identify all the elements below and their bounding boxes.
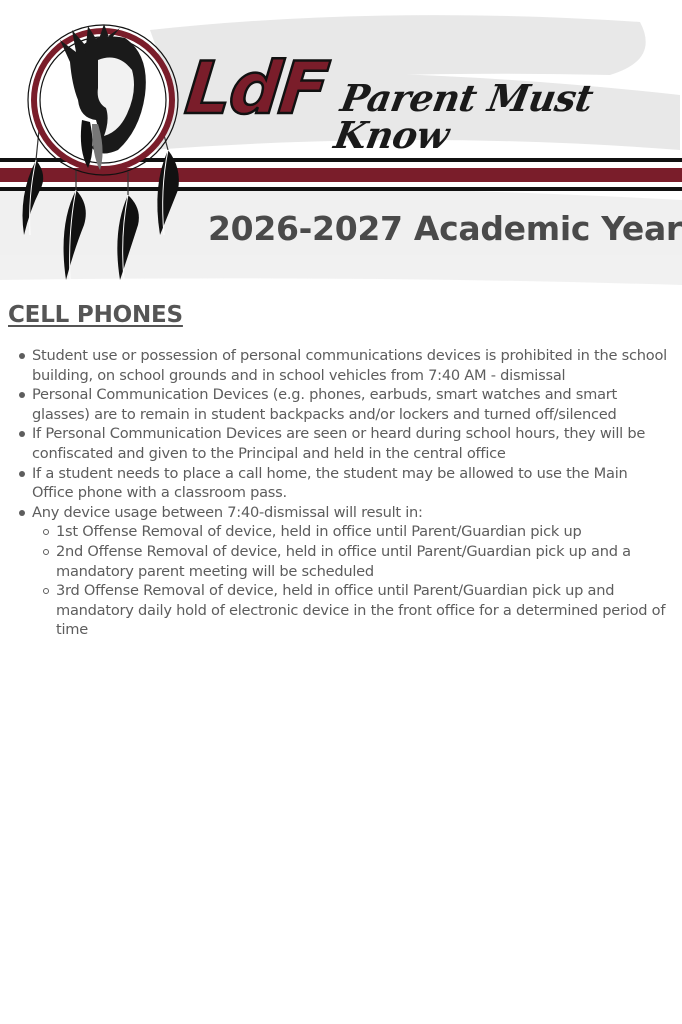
rule-item: If a student needs to place a call home, the student may be allowed to use the Main Office phone with a classroom pass. (32, 464, 668, 503)
rule-item: If Personal Communication Devices are seen or heard during school hours, they will be confiscated and given to the Principal and held in the central office (32, 424, 668, 463)
rule-item: Student use or possession of personal communications devices is prohibited in the school building, on school grounds and in school vehicles from 7:40 AM - dismissal (32, 347, 667, 384)
section-heading: CELL PHONES (8, 302, 183, 328)
offense-item: 2nd Offense Removal of device, held in office until Parent/Guardian pick up and a mandatory parent meeting will be scheduled (56, 542, 668, 581)
offense-list (32, 522, 668, 640)
offense-item: 1st Offense Removal of device, held in office until Parent/Guardian pick up (56, 522, 668, 542)
banner-tagline: Parent Must Know (330, 76, 597, 157)
offense-item: 3rd Offense Removal of device, held in office until Parent/Guardian pick up and mandatory daily hold of electronic device in the front office for a determined period of time (56, 581, 668, 640)
rule-item: Personal Communication Devices (e.g. phones, earbuds, smart watches and smart glasses) are to remain in student backpacks and/or lockers and turned off/silenced (32, 385, 668, 424)
cell-phone-rules-list (0, 346, 682, 640)
header-banner (0, 0, 682, 290)
rule-item-text: Any device usage between 7:40-dismissal will result in: (32, 503, 423, 521)
ldf-logo: LdF (181, 46, 332, 130)
academic-year-title: 2026-2027 Academic Year (208, 209, 682, 248)
rule-item-with-consequences (32, 503, 668, 640)
